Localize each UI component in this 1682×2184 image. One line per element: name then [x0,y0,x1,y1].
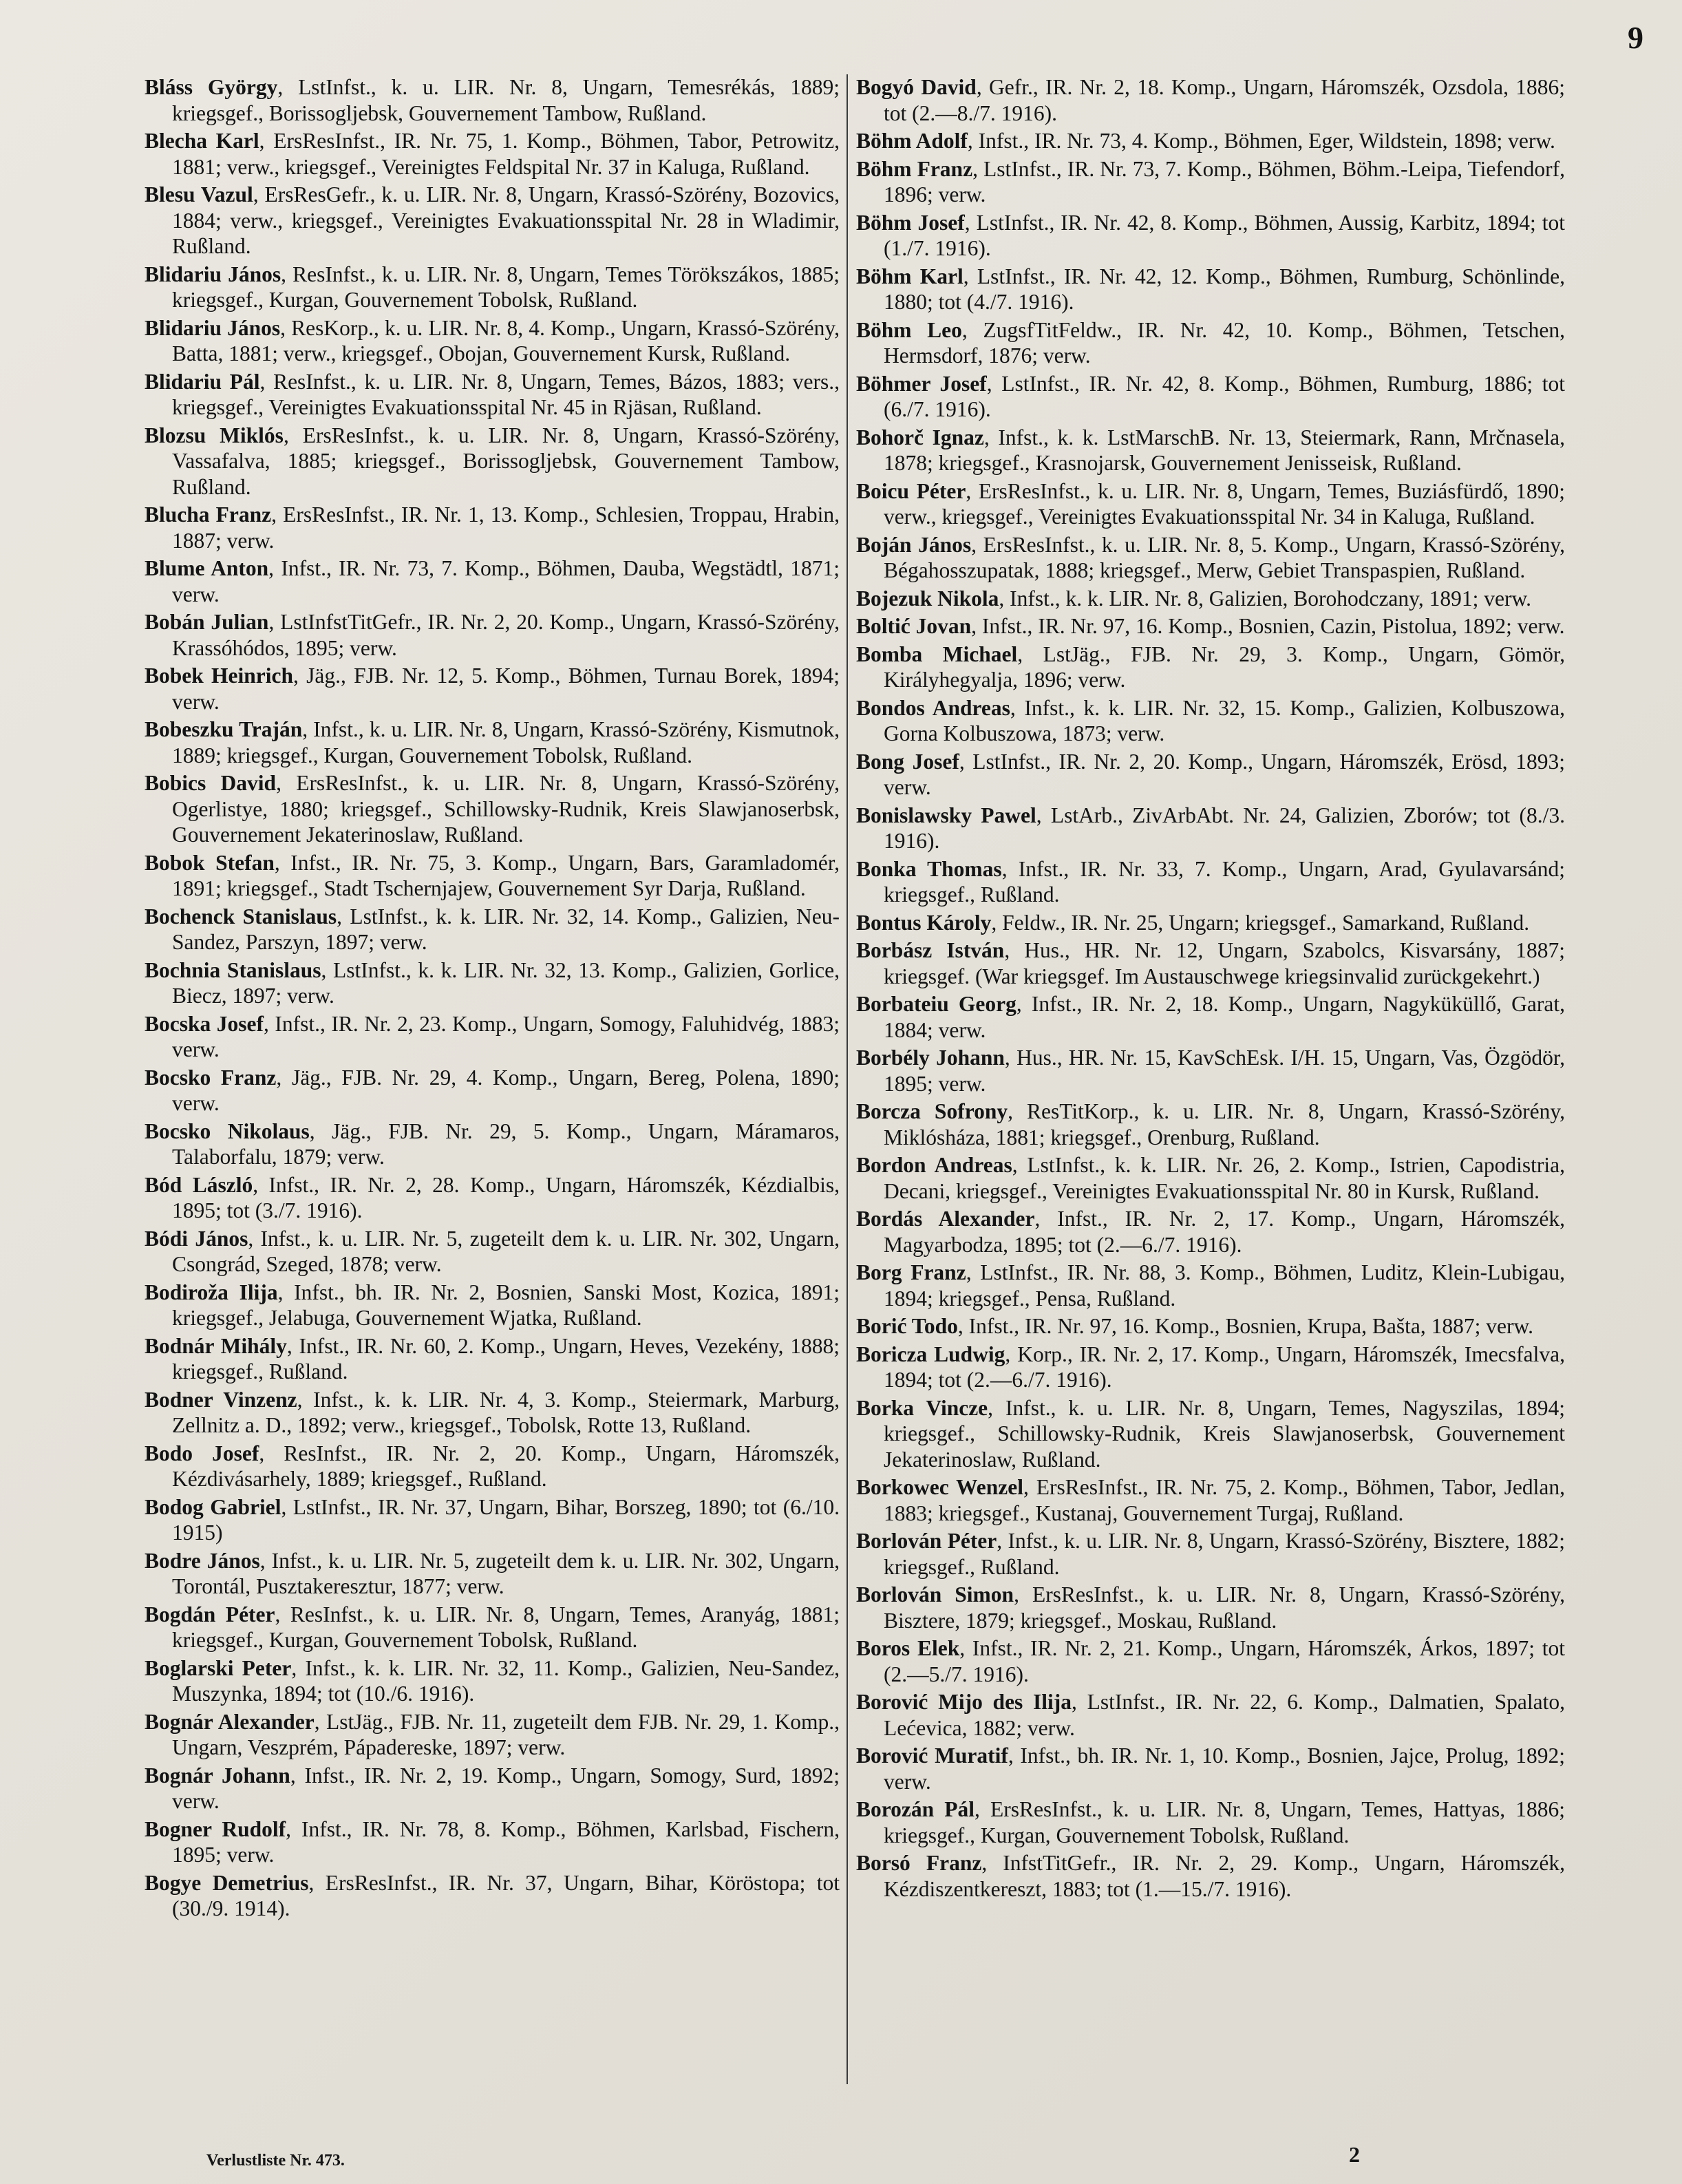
entry-details: , Infst., IR. Nr. 78, 8. Komp., Böhmen, Karlsbad, Fischern, 1895; verw. [172,1816,840,1867]
casualty-entry [856,532,1565,584]
entry-details: , ErsResInfst., k. u. LIR. Nr. 8, Ungarn, Temes, Hattyas, 1886; kriegsgef., Kurgan, Gouvernement Tobolsk, Rußland. [884,1797,1565,1847]
casualty-entry [145,182,840,259]
casualty-entry [145,74,840,126]
entry-details: , Infst., IR. Nr. 97, 16. Komp., Bosnien, Cazin, Pistolua, 1892; verw. [971,614,1565,638]
entry-name: Blucha Franz [145,502,272,527]
entry-details: , LstInfst., IR. Nr. 22, 6. Komp., Dalmatien, Spalato, Lećevica, 1882; verw. [884,1690,1565,1740]
entry-details: , LstInfst., k. u. LIR. Nr. 8, Ungarn, Temesrékás, 1889; kriegsgef., Borissogljebsk, Gouvernement Tambow, Rußland. [172,75,840,125]
entry-name: Borlován Péter [856,1529,997,1553]
entry-name: Boros Elek [856,1636,960,1660]
entry-name: Borović Mijo des Ilija [856,1690,1072,1714]
casualty-entry [856,1743,1565,1794]
casualty-entry [856,264,1565,315]
casualty-entry [856,317,1565,369]
casualty-entry [856,803,1565,854]
casualty-entry [856,210,1565,262]
entry-name: Borbász István [856,938,1005,962]
left-column [145,74,840,1924]
casualty-entry [145,1602,840,1653]
entry-details: , Infst., IR. Nr. 73, 7. Komp., Böhmen, Dauba, Wegstädtl, 1871; verw. [172,556,840,606]
entry-name: Bonka Thomas [856,856,1002,881]
casualty-entry [856,156,1565,208]
entry-name: Boricza Ludwig [856,1342,1005,1366]
entry-details: , Infst., k. k. LIR. Nr. 4, 3. Komp., Steiermark, Marburg, Zellnitz a. D., 1892; verw., kriegsgef., Tobolsk, Rotte 13, Rußland. [172,1387,840,1437]
entry-details: , Infst., IR. Nr. 2, 17. Komp., Ungarn, Háromszék, Magyarbodza, 1895; tot (2.—6./7. 1916). [884,1207,1566,1257]
column-divider [847,74,848,2084]
entry-details: , Infst., IR. Nr. 75, 3. Komp., Ungarn, Bars, Garamladomér, 1891; kriegsgef., Stadt Tschernjajew, Gouvernement Syr Darja, Rußland. [172,850,840,900]
entry-details: , Infst., k. k. LIR. Nr. 32, 11. Komp., Galizien, Neu-Sandez, Muszynka, 1894; tot (10./6. 1916). [172,1655,840,1706]
casualty-entry [145,717,840,768]
casualty-entry [145,770,840,848]
entry-details: , Infst., k. k. LIR. Nr. 32, 15. Komp., Galizien, Kolbuszowa, Gorna Kolbuszowa, 1873; verw. [884,695,1565,745]
casualty-entry [856,1152,1565,1204]
casualty-entry [856,478,1565,530]
entry-details: , ResTitKorp., k. u. LIR. Nr. 8, Ungarn, Krassó-Szörény, Miklósháza, 1881; kriegsgef., Orenburg, Rußland. [884,1099,1565,1149]
casualty-entry [145,369,840,421]
entry-details: , ErsResInfst., IR. Nr. 1, 13. Komp., Schlesien, Troppau, Hrabin, 1887; verw. [172,502,840,553]
casualty-entry [145,1065,840,1116]
entry-details: , Infst., bh. IR. Nr. 2, Bosnien, Sanski Most, Kozica, 1891; kriegsgef., Jelabuga, Gouvernement Wjatka, Rußland. [172,1280,840,1330]
entry-name: Böhm Leo [856,317,962,342]
entry-name: Bláss György [145,75,278,99]
entry-details: , LstInfst., k. k. LIR. Nr. 32, 14. Komp., Galizien, Neu-Sandez, Parszyn, 1897; verw. [172,904,840,954]
casualty-entry [856,1689,1565,1741]
casualty-entry [145,1172,840,1224]
entry-name: Böhmer Josef [856,371,987,396]
entry-details: , Infst., IR. Nr. 2, 23. Komp., Ungarn, Somogy, Faluhidvég, 1883; verw. [172,1011,840,1061]
entry-name: Bobok Stefan [145,850,275,875]
entry-details: , Infst., IR. Nr. 2, 21. Komp., Ungarn, Háromszék, Árkos, 1897; tot (2.—5./7. 1916). [884,1636,1565,1686]
entry-details: , Infst., IR. Nr. 60, 2. Komp., Ungarn, Heves, Vezekény, 1888; kriegsgef., Rußland. [172,1333,840,1383]
casualty-entry [145,1387,840,1439]
entry-name: Bognár Johann [145,1763,290,1788]
entry-details: , LstInfst., IR. Nr. 73, 7. Komp., Böhmen, Böhm.-Leipa, Tiefendorf, 1896; verw. [884,156,1565,206]
entry-name: Borić Todo [856,1314,958,1338]
casualty-entry [856,1528,1565,1580]
entry-name: Bobán Julian [145,610,269,634]
entry-details: , Infst., IR. Nr. 2, 18. Komp., Ungarn, Nagyküküllő, Garat, 1884; verw. [884,992,1566,1042]
entry-details: , Infst., IR. Nr. 73, 4. Komp., Böhmen, Eger, Wildstein, 1898; verw. [967,129,1555,153]
entry-name: Borbateiu Georg [856,992,1016,1016]
entry-name: Boicu Péter [856,478,966,503]
casualty-entry [856,910,1565,936]
casualty-entry [856,1635,1565,1687]
casualty-entry [856,1206,1565,1258]
entry-name: Bodo Josef [145,1441,259,1465]
entry-details: , ErsResGefr., k. u. LIR. Nr. 8, Ungarn, Krassó-Szörény, Bozovics, 1884; verw., kriegsgef., Vereinigtes Evakuationsspital Nr. 28 in Wladimir, Rußland. [172,182,840,258]
casualty-entry [145,1870,840,1922]
casualty-entry [856,1099,1565,1150]
entry-details: , LstInfst., IR. Nr. 42, 8. Komp., Böhmen, Aussig, Karbitz, 1894; tot (1./7. 1916). [884,210,1565,260]
casualty-entry [145,1118,840,1170]
casualty-entry [856,695,1565,747]
casualty-entry [145,1709,840,1761]
entry-name: Blozsu Miklós [145,423,284,447]
casualty-entry [145,423,840,500]
entry-name: Bogner Rudolf [145,1816,286,1841]
entry-name: Bobeszku Traján [145,717,303,741]
entry-details: , Infst., k. u. LIR. Nr. 8, Ungarn, Temes, Nagyszilas, 1894; kriegsgef., Schillowsky-Rudnik, Kreis Slawjanoserbsk, Gouvernement Jekaterinoslaw, Rußland. [884,1395,1565,1472]
casualty-entry [145,128,840,180]
casualty-entry [856,425,1565,476]
entry-details: , Infst., k. u. LIR. Nr. 8, Ungarn, Krassó-Szörény, Bisztere, 1882; kriegsgef., Rußland. [884,1529,1566,1579]
entry-name: Böhm Franz [856,156,973,181]
casualty-entry [145,1280,840,1331]
entry-name: Borkowec Wenzel [856,1475,1024,1499]
entry-name: Borg Franz [856,1260,966,1284]
entry-name: Borlován Simon [856,1582,1014,1607]
casualty-entry [145,850,840,902]
entry-name: Boltić Jovan [856,614,972,638]
entry-details: , ErsResInfst., k. u. LIR. Nr. 8, Ungarn, Krassó-Szörény, Bisztere, 1879; kriegsgef., Moskau, Rußland. [884,1582,1566,1633]
casualty-entry [856,1582,1565,1633]
entry-name: Blidariu János [145,315,281,340]
casualty-entry [856,128,1565,154]
entry-name: Borbély Johann [856,1046,1005,1070]
entry-name: Bodiroža Ilija [145,1280,278,1304]
casualty-entry [145,904,840,955]
entry-details: , Korp., IR. Nr. 2, 17. Komp., Ungarn, Háromszék, Imecsfalva, 1894; tot (2.—6./7. 1916). [884,1342,1565,1392]
entry-name: Borcza Sofrony [856,1099,1008,1123]
entry-details: , ResInfst., IR. Nr. 2, 20. Komp., Ungarn, Háromszék, Kézdivásarhely, 1889; kriegsgef., Rußland. [172,1441,840,1491]
entry-details: , LstInfst., IR. Nr. 88, 3. Komp., Böhmen, Luditz, Klein-Lubigau, 1894; kriegsgef., Pensa, Rußland. [884,1260,1565,1311]
entry-name: Bodog Gabriel [145,1494,281,1519]
entry-details: , ZugsfTitFeldw., IR. Nr. 42, 10. Komp., Böhmen, Tetschen, Hermsdorf, 1876; verw. [884,317,1565,368]
casualty-entry [145,1333,840,1385]
entry-name: Bontus Károly [856,910,992,935]
casualty-entry [145,502,840,553]
entry-name: Blesu Vazul [145,182,253,206]
entry-name: Boján János [856,532,972,557]
entry-name: Bód László [145,1172,253,1197]
entry-details: , LstJäg., FJB. Nr. 29, 3. Komp., Ungarn, Gömör, Királyhegyalja, 1896; verw. [884,642,1565,692]
entry-details: , Hus., HR. Nr. 12, Ungarn, Szabolcs, Kisvarsány, 1887; kriegsgef. (War kriegsgef. Im Austauschwege kriegsinvalid zurückgekehrt.) [884,938,1565,988]
entry-details: , LstInfst., k. k. LIR. Nr. 32, 13. Komp., Galizien, Gorlice, Biecz, 1897; verw. [172,957,840,1008]
right-column [856,74,1565,1904]
entry-name: Bonislawsky Pawel [856,803,1036,827]
entry-details: , InfstTitGefr., IR. Nr. 2, 29. Komp., Ungarn, Háromszék, Kézdiszentkereszt, 1883; tot (1.—15./7. 1916). [884,1851,1565,1901]
casualty-entry [856,1395,1565,1473]
entry-details: , Infst., IR. Nr. 33, 7. Komp., Ungarn, Arad, Gyulavarsánd; kriegsgef., Rußland. [884,856,1565,907]
entry-details: , ErsResInfst., IR. Nr. 75, 1. Komp., Böhmen, Tabor, Petrowitz, 1881; verw., kriegsgef., Vereinigtes Feldspital Nr. 37 in Kaluga, Rußland. [172,129,840,179]
entry-details: , ResInfst., k. u. LIR. Nr. 8, Ungarn, Temes, Aranyág, 1881; kriegsgef., Kurgan, Gouvernement Tobolsk, Rußland. [172,1602,840,1652]
entry-name: Bobek Heinrich [145,664,293,688]
footer-list-number: Verlustliste Nr. 473. [206,2152,345,2170]
casualty-entry [856,371,1565,423]
entry-name: Böhm Karl [856,264,964,288]
entry-name: Bocsko Nikolaus [145,1118,310,1143]
entry-details: , Infst., bh. IR. Nr. 1, 10. Komp., Bosnien, Jajce, Prolug, 1892; verw. [884,1743,1565,1794]
entry-details: , ErsResInfst., IR. Nr. 75, 2. Komp., Böhmen, Tabor, Jedlan, 1883; kriegsgef., Kustanaj, Gouvernement Turgaj, Rußland. [884,1475,1565,1525]
entry-details: , LstInfst., IR. Nr. 2, 20. Komp., Ungarn, Háromszék, Erösd, 1893; verw. [884,749,1565,799]
entry-details: , LstArb., ZivArbAbt. Nr. 24, Galizien, Zborów; tot (8./3. 1916). [884,803,1565,853]
casualty-entry [145,1226,840,1277]
casualty-entry [856,613,1565,639]
casualty-entry [856,586,1565,612]
casualty-entry [145,262,840,313]
casualty-entry [145,315,840,367]
entry-name: Bordás Alexander [856,1207,1035,1231]
entry-name: Bódi János [145,1226,248,1251]
casualty-entry [856,1850,1565,1902]
entry-details: , LstInfst., k. k. LIR. Nr. 26, 2. Komp., Istrien, Capodistria, Decani, kriegsgef., Vereinigtes Evakuationsspital Nr. 80 in Kursk, Rußland. [884,1153,1565,1203]
entry-name: Bobics David [145,771,277,795]
entry-details: , ResKorp., k. u. LIR. Nr. 8, 4. Komp., Ungarn, Krassó-Szörény, Batta, 1881; verw., kriegsgef., Obojan, Gouvernement Kursk, Rußland. [172,315,840,365]
entry-details: , ErsResInfst., k. u. LIR. Nr. 8, Ungarn, Temes, Buziásfürdő, 1890; verw., kriegsgef., Vereinigtes Evakuationsspital Nr. 34 in Kaluga, Rußland. [884,478,1565,529]
entry-details: , Infst., IR. Nr. 97, 16. Komp., Bosnien, Krupa, Bašta, 1887; verw. [957,1314,1534,1338]
entry-name: Bodre János [145,1548,260,1573]
entry-name: Bogye Demetrius [145,1870,309,1895]
casualty-entry [145,555,840,607]
entry-details: , Infst., k. u. LIR. Nr. 5, zugeteilt dem k. u. LIR. Nr. 302, Ungarn, Torontál, Pusztakeresztur, 1877; verw. [172,1548,840,1598]
footer-signature: 2 [1349,2142,1360,2167]
entry-name: Bocsko Franz [145,1065,277,1090]
entry-details: , Gefr., IR. Nr. 2, 18. Komp., Ungarn, Háromszék, Ozsdola, 1886; tot (2.—8./7. 1916). [884,75,1565,125]
entry-details: , Hus., HR. Nr. 15, KavSchEsk. I/H. 15, Ungarn, Vas, Özgödör, 1895; verw. [884,1046,1565,1096]
entry-details: , ErsResInfst., k. u. LIR. Nr. 8, Ungarn, Krassó-Szörény, Vassafalva, 1885; kriegsgef., Borissogljebsk, Gouvernement Tambow, Rußland. [172,423,840,499]
entry-name: Bogdán Péter [145,1602,275,1626]
casualty-entry [145,957,840,1009]
entry-name: Borka Vincze [856,1395,988,1420]
entry-details: , Infst., k. k. LIR. Nr. 8, Galizien, Borohodczany, 1891; verw. [999,586,1532,611]
casualty-entry [145,1816,840,1868]
entry-name: Bondos Andreas [856,695,1010,720]
casualty-entry [856,1313,1565,1339]
casualty-entry [856,1260,1565,1311]
entry-details: , Jäg., FJB. Nr. 29, 4. Komp., Ungarn, Bereg, Polena, 1890; verw. [172,1065,840,1115]
entry-name: Blume Anton [145,556,269,580]
entry-details: , LstInfst., IR. Nr. 42, 12. Komp., Böhmen, Rumburg, Schönlinde, 1880; tot (4./7. 1916). [884,264,1565,314]
page-number: 9 [1628,20,1643,55]
entry-details: , ErsResInfst., k. u. LIR. Nr. 8, Ungarn, Krassó-Szörény, Ogerlistye, 1880; kriegsgef., Schillowsky-Rudnik, Kreis Slawjanoserbsk, Gouvernement Jekaterinoslaw, Rußland. [172,771,840,847]
casualty-entry [856,1045,1565,1096]
entry-name: Blidariu János [145,262,281,286]
casualty-entry [856,749,1565,801]
entry-details: , ErsResInfst., IR. Nr. 37, Ungarn, Bihar, Köröstopa; tot (30./9. 1914). [172,1870,840,1920]
entry-name: Böhm Josef [856,210,965,235]
casualty-entry [856,991,1565,1043]
casualty-entry [145,1548,840,1600]
casualty-entry [856,1342,1565,1393]
casualty-entry [145,1655,840,1707]
casualty-entry [856,74,1565,126]
entry-details: , LstJäg., FJB. Nr. 11, zugeteilt dem FJB. Nr. 29, 1. Komp., Ungarn, Veszprém, Pápadereske, 1897; verw. [172,1709,840,1759]
entry-name: Bochnia Stanislaus [145,957,321,982]
entry-details: , Jäg., FJB. Nr. 29, 5. Komp., Ungarn, Máramaros, Talaborfalu, 1879; verw. [172,1118,840,1169]
casualty-entry [856,1796,1565,1848]
entry-details: , LstInfst., IR. Nr. 37, Ungarn, Bihar, Borszeg, 1890; tot (6./10. 1915) [172,1494,840,1545]
entry-name: Böhm Adolf [856,129,968,153]
entry-name: Bordon Andreas [856,1153,1012,1177]
casualty-entry [145,609,840,661]
entry-name: Blecha Karl [145,129,259,153]
casualty-entry [856,937,1565,989]
casualty-entry [145,1494,840,1546]
entry-name: Bodnár Mihály [145,1333,287,1358]
entry-name: Borozán Pál [856,1797,975,1821]
casualty-entry [856,642,1565,693]
entry-details: , Infst., k. u. LIR. Nr. 5, zugeteilt dem k. u. LIR. Nr. 302, Ungarn, Csongrád, Szeged, 1878; verw. [172,1226,840,1276]
entry-name: Bomba Michael [856,642,1018,666]
casualty-entry [145,663,840,714]
entry-details: , Infst., IR. Nr. 2, 19. Komp., Ungarn, Somogy, Surd, 1892; verw. [172,1763,840,1813]
entry-name: Bojezuk Nikola [856,586,999,611]
casualty-entry [856,1474,1565,1526]
casualty-entry [145,1763,840,1814]
entry-details: , Feldw., IR. Nr. 25, Ungarn; kriegsgef., Samarkand, Rußland. [991,910,1530,935]
entry-name: Blidariu Pál [145,369,260,394]
entry-details: , LstInfst., IR. Nr. 42, 8. Komp., Böhmen, Rumburg, 1886; tot (6./7. 1916). [884,371,1565,421]
entry-details: , ResInfst., k. u. LIR. Nr. 8, Ungarn, Temes Törökszákos, 1885; kriegsgef., Kurgan, Gouvernement Tobolsk, Rußland. [172,262,840,312]
entry-name: Borović Muratif [856,1743,1008,1768]
entry-name: Boglarski Peter [145,1655,292,1680]
entry-name: Bong Josef [856,749,959,774]
entry-details: , Jäg., FJB. Nr. 12, 5. Komp., Böhmen, Turnau Borek, 1894; verw. [172,664,840,714]
entry-name: Bogyó David [856,75,977,99]
entry-details: , LstInfstTitGefr., IR. Nr. 2, 20. Komp., Ungarn, Krassó-Szörény, Krassóhódos, 1895; verw. [172,610,840,660]
entry-name: Borsó Franz [856,1851,982,1875]
casualty-entry [856,856,1565,908]
casualty-entry [145,1011,840,1063]
entry-details: , Infst., k. k. LstMarschB. Nr. 13, Steiermark, Rann, Mrčnasela, 1878; kriegsgef., Krasnojarsk, Gouvernement Jenisseisk, Rußland. [884,425,1566,475]
entry-details: , Infst., k. u. LIR. Nr. 8, Ungarn, Krassó-Szörény, Kismutnok, 1889; kriegsgef., Kurgan, Gouvernement Tobolsk, Rußland. [172,717,840,767]
entry-name: Bocska Josef [145,1011,264,1036]
entry-details: , Infst., IR. Nr. 2, 28. Komp., Ungarn, Háromszék, Kézdialbis, 1895; tot (3./7. 1916). [172,1172,840,1222]
entry-name: Bohorč Ignaz [856,425,984,449]
entry-name: Bochenck Stanislaus [145,904,337,929]
casualty-entry [145,1441,840,1492]
entry-name: Bognár Alexander [145,1709,315,1734]
entry-details: , ErsResInfst., k. u. LIR. Nr. 8, 5. Komp., Ungarn, Krassó-Szörény, Bégahosszupatak, 1888; kriegsgef., Merw, Gebiet Transpaspien, Rußland. [884,532,1566,582]
entry-details: , ResInfst., k. u. LIR. Nr. 8, Ungarn, Temes, Bázos, 1883; vers., kriegsgef., Vereinigtes Evakuationsspital Nr. 45 in Rjäsan, Rußland. [172,369,840,419]
entry-name: Bodner Vinzenz [145,1387,297,1412]
